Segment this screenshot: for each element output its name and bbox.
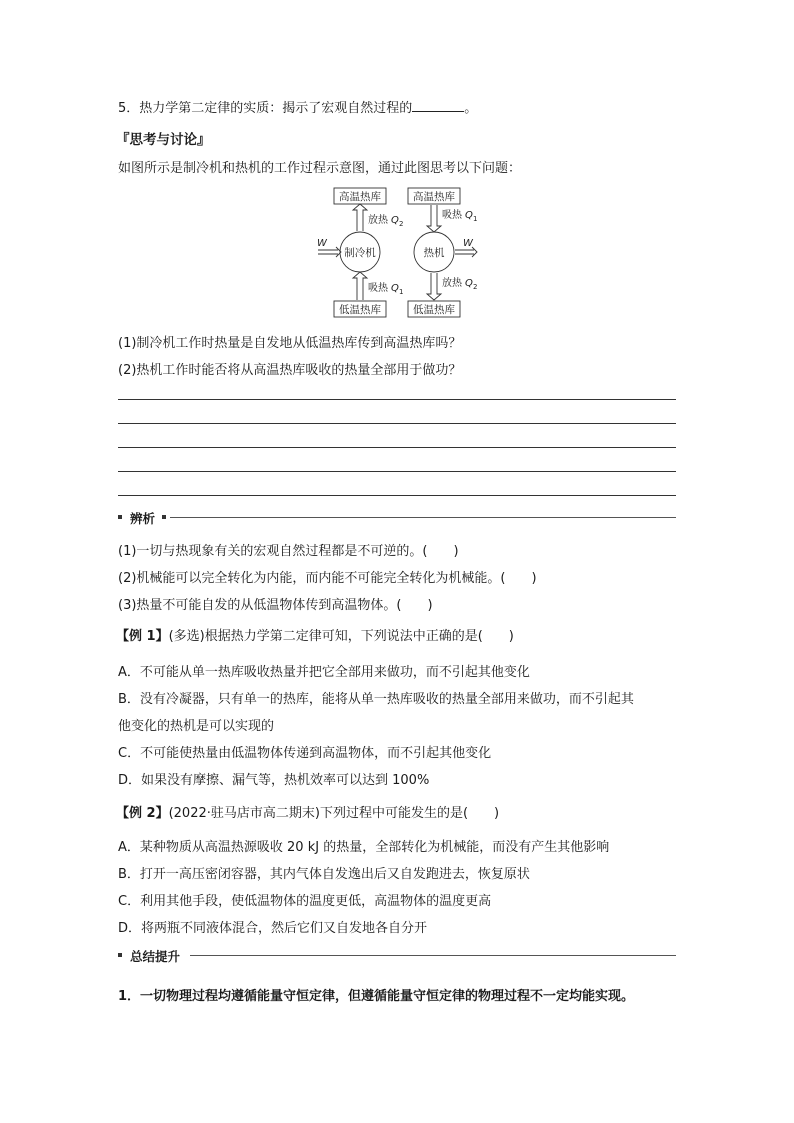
svg-text:Q: Q [391,215,399,226]
answer-line-1[interactable] [118,399,676,400]
svg-text:Q: Q [465,210,473,221]
example-2-option-a: A．某种物质从高温热源吸收 20 kJ 的热量，全部转化为机械能，而没有产生其他影响 [118,840,610,855]
answer-blank[interactable] [412,99,464,112]
absorb-heat-arrow-up [353,272,367,300]
svg-text:2: 2 [473,283,478,291]
svg-text:2: 2 [399,220,404,228]
example-2-option-c: C．利用其他手段，使低温物体的温度更低，高温物体的温度更高 [118,894,492,909]
answer-line-2[interactable] [118,423,676,424]
answer-line-5[interactable] [118,495,676,496]
section-bianxi-title: 辨析 [130,511,156,526]
svg-text:高温热库: 高温热库 [413,191,455,203]
svg-text:Q: Q [391,283,399,294]
svg-text:1: 1 [399,288,404,296]
section-summary-title: 总结提升 [130,949,181,964]
svg-text:吸热: 吸热 [368,283,388,294]
item-5: 5．热力学第二定律的实质：揭示了宏观自然过程的 。 [118,101,478,116]
svg-text:放热: 放热 [368,215,388,226]
svg-text:高温热库: 高温热库 [339,191,381,203]
bianxi-s2: (2)机械能可以完全转化为内能，而内能不可能完全转化为机械能。( ) [118,571,537,586]
answer-line-4[interactable] [118,471,676,472]
example-1-option-c: C．不可能使热量由低温物体传递到高温物体，而不引起其他变化 [118,746,492,761]
svg-text:放热: 放热 [442,278,462,289]
svg-text:热机: 热机 [423,247,445,259]
think-q2: (2)热机工作时能否将从高温热库吸收的热量全部用于做功？ [118,363,462,378]
release-heat-arrow-up [353,204,367,231]
think-discuss-title: 『思考与讨论』 [116,132,211,148]
example-2-source: (2022·驻马店市高二期末) [168,806,320,821]
answer-line-3[interactable] [118,447,676,448]
think-intro: 如图所示是制冷机和热机的工作过程示意图，通过此图思考以下问题： [118,161,522,176]
bianxi-s3: (3)热量不可能自发的从低温物体传到高温物体。( ) [118,598,433,613]
example-2-label: 【例 2】 [116,806,169,821]
section-summary [118,947,676,963]
svg-text:低温热库: 低温热库 [339,304,381,316]
example-1-option-d: D．如果没有摩擦、漏气等，热机效率可以达到 100% [118,773,430,788]
example-1-option-b-cont: 他变化的热机是可以实现的 [118,719,275,734]
example-1-stem: 【例 1】(多选)根据热力学第二定律可知，下列说法中正确的是( ) [116,629,514,644]
svg-text:W: W [317,238,327,249]
svg-text:1: 1 [473,215,478,223]
example-1-label: 【例 1】 [116,629,169,644]
absorb-heat-arrow-down [427,205,441,232]
bianxi-s1: (1)一切与热现象有关的宏观自然过程都是不可逆的。( ) [118,544,459,559]
svg-text:制冷机: 制冷机 [344,247,376,259]
example-2-option-b: B．打开一高压密闭容器，其内气体自发逸出后又自发跑进去，恢复原状 [118,867,530,882]
think-q1: (1)制冷机工作时热量是自发地从低温热库传到高温热库吗？ [118,336,462,351]
section-bianxi [118,509,676,525]
example-2-stem: 【例 2】(2022·驻马店市高二期末)下列过程中可能发生的是( ) [116,806,500,821]
fridge-engine-diagram [312,184,492,320]
svg-text:低温热库: 低温热库 [413,304,455,316]
example-1-option-b: B．没有冷凝器，只有单一的热库，能将从单一热库吸收的热量全部用来做功，而不引起其 [118,692,634,707]
release-heat-arrow-down [427,273,441,300]
example-1-option-a: A．不可能从单一热库吸收热量并把它全部用来做功，而不引起其他变化 [118,665,530,680]
summary-point-1: 1．一切物理过程均遵循能量守恒定律，但遵循能量守恒定律的物理过程不一定均能实现。 [118,989,635,1004]
example-2-option-d: D．将两瓶不同液体混合，然后它们又自发地各自分开 [118,921,428,936]
item-5-text: 5．热力学第二定律的实质：揭示了宏观自然过程的 [118,101,413,116]
svg-text:Q: Q [465,278,473,289]
svg-text:W: W [463,238,473,249]
svg-text:吸热: 吸热 [442,210,462,221]
